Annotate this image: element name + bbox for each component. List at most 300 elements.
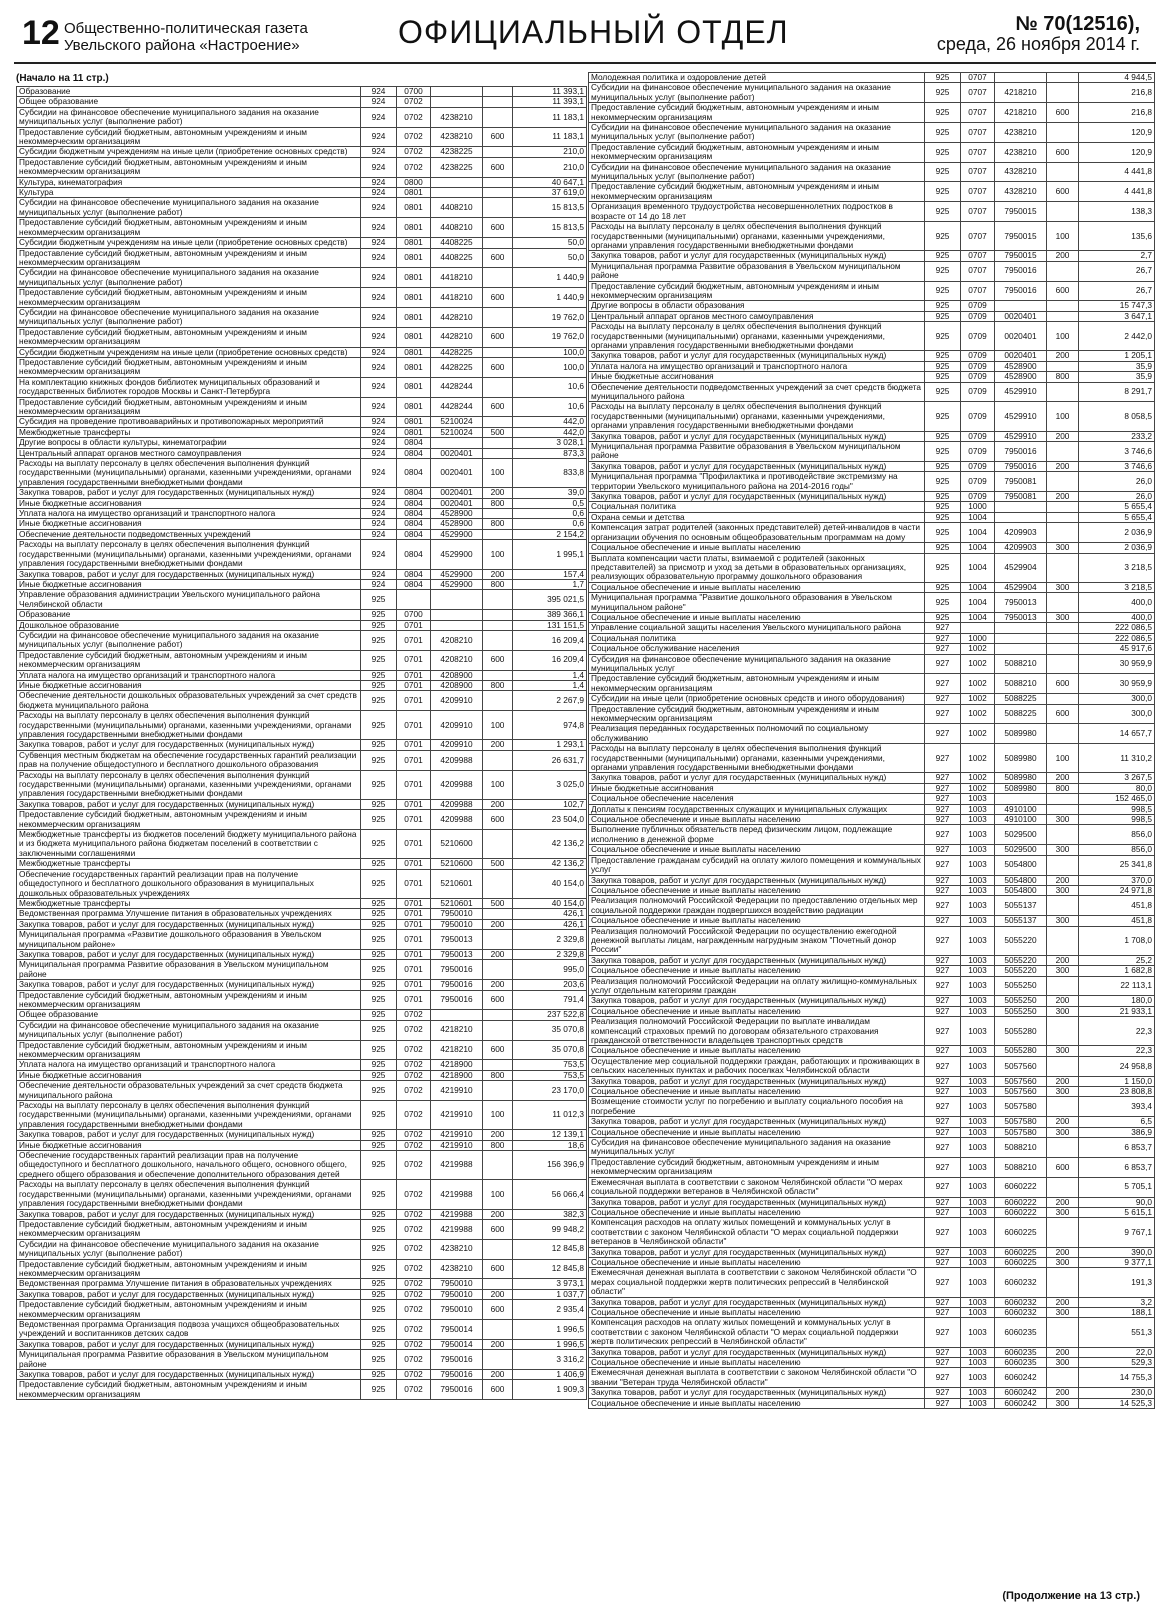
cell-vr: 600 [483,357,513,377]
cell-ved: 927 [925,955,961,965]
cell-csr: 4428210 [431,327,483,347]
table-row [589,633,1155,643]
cell-ved: 927 [925,1347,961,1357]
cell-rz: 0702 [397,1300,431,1320]
cell-csr [995,623,1047,633]
cell-sum: 451,8 [1079,916,1155,926]
cell-sum: 18,6 [513,1140,587,1150]
table-row [589,1117,1155,1127]
cell-name: Культура, кинематография [17,177,361,187]
cell-name: Закупка товаров, работ и услуг для государственных (муниципальных нужд) [589,251,925,261]
cell-sum: 10,6 [513,397,587,417]
cell-csr: 4218210 [995,83,1047,103]
table-row [589,162,1155,182]
right-column [588,72,1154,1409]
cell-csr [431,590,483,610]
budget-table-right [588,72,1155,1409]
cell-vr [483,377,513,397]
table-row [589,845,1155,855]
cell-csr: 7950010 [431,1300,483,1320]
table-row [17,519,587,529]
cell-sum: 45 917,6 [1079,644,1155,654]
cell-csr: 7950016 [431,1380,483,1400]
cell-csr: 6060222 [995,1197,1047,1207]
cell-vr [483,869,513,898]
cell-ved: 925 [361,1259,397,1279]
cell-ved: 925 [361,1350,397,1370]
table-row [589,966,1155,976]
cell-vr [1047,553,1079,582]
cell-csr: 7950016 [995,281,1047,301]
cell-ved: 925 [361,610,397,620]
table-row [589,123,1155,143]
cell-ved: 927 [925,875,961,885]
cell-ved: 925 [925,382,961,402]
table-row [589,322,1155,351]
cell-rz: 1003 [961,885,995,895]
cell-sum: 4 944,5 [1079,73,1155,83]
table-row [17,147,587,157]
cell-ved: 925 [361,1279,397,1289]
cell-rz: 1004 [961,512,995,522]
cell-ved: 925 [361,990,397,1010]
cell-sum: 1 682,8 [1079,966,1155,976]
cell-vr [1047,1056,1079,1076]
cell-sum: 3,2 [1079,1297,1155,1307]
cell-ved: 925 [361,930,397,950]
cell-name: Управление образования администрации Увельского муниципального района Челябинской области [17,590,361,610]
cell-vr: 600 [1047,704,1079,724]
cell-vr [483,438,513,448]
cell-ved: 925 [361,898,397,908]
cell-rz: 0801 [397,347,431,357]
cell-name: Предоставление субсидий бюджетным, автономным учреждениям и иным некоммерческим организациям [589,674,925,694]
cell-vr [1047,654,1079,674]
cell-vr: 600 [483,1300,513,1320]
header-rule [14,62,1156,64]
table-row [17,949,587,959]
cell-vr [1047,694,1079,704]
cell-vr [1047,926,1079,955]
cell-ved: 925 [925,442,961,462]
table-row [17,620,587,630]
cell-name: Предоставление субсидий бюджетным, автономным учреждениям и иным некоммерческим организациям [17,357,361,377]
cell-ved: 925 [361,1180,397,1209]
cell-sum: 35,9 [1079,372,1155,382]
cell-rz: 0707 [961,123,995,143]
cell-vr [483,590,513,610]
cell-sum: 426,1 [513,909,587,919]
cell-vr: 600 [483,1040,513,1060]
table-row [589,1097,1155,1117]
cell-vr: 800 [483,579,513,589]
cell-name: Социальное обслуживание населения [589,644,925,654]
cell-name: Социальное обеспечение и иные выплаты населению [589,612,925,622]
table-row [17,630,587,650]
cell-name: Расходы на выплату персоналу в целях обеспечения выполнения функций государственными (муниципальными) органами, казенными учреждениями, органами управления государственными внебюджетными фондами [17,540,361,569]
cell-sum: 1 909,3 [513,1380,587,1400]
cell-ved: 925 [361,590,397,610]
cell-sum: 382,3 [513,1209,587,1219]
cell-rz: 1002 [961,674,995,694]
cell-sum: 8 058,5 [1079,402,1155,431]
cell-vr: 600 [1047,281,1079,301]
cell-csr: 7950016 [995,461,1047,471]
cell-name: Субсидии бюджетным учреждениям на иные цели (приобретение основных средств) [17,347,361,357]
cell-rz: 0804 [397,519,431,529]
cell-vr [1047,472,1079,492]
cell-csr: 6060242 [995,1368,1047,1388]
cell-csr: 4218900 [431,1070,483,1080]
cell-sum: 2 036,9 [1079,543,1155,553]
cell-sum: 102,7 [513,799,587,809]
table-row [589,1017,1155,1046]
cell-ved: 925 [361,670,397,680]
cell-csr: 5088210 [995,1157,1047,1177]
cell-csr: 5055220 [995,955,1047,965]
table-row [589,674,1155,694]
cell-csr: 5055137 [995,916,1047,926]
cell-csr: 5055250 [995,976,1047,996]
cell-sum: 233,2 [1079,431,1155,441]
cell-vr [483,268,513,288]
cell-vr: 300 [1047,845,1079,855]
cell-rz: 0702 [397,1350,431,1370]
cell-sum: 12 139,1 [513,1130,587,1140]
cell-ved: 924 [361,448,397,458]
cell-csr: 5088210 [995,674,1047,694]
cell-name: Иные бюджетные ассигнования [17,680,361,690]
cell-sum: 42 136,2 [513,859,587,869]
cell-ved: 925 [925,301,961,311]
cell-name: Реализация полномочий Российской Федерации по предоставлению отдельных мер социальной поддержки граждан подвергшихся воздействию радиации [589,896,925,916]
cell-vr: 100 [483,1101,513,1130]
cell-name: Расходы на выплату персоналу в целях обеспечения выполнения функций государственными (муниципальными) органами, казенными учреждениями, органами управления государственными внебюджетными фондами [589,222,925,251]
cell-rz: 1003 [961,815,995,825]
cell-csr: 4238210 [431,1239,483,1259]
cell-ved: 925 [361,650,397,670]
cell-ved: 925 [361,960,397,980]
cell-ved: 925 [925,261,961,281]
cell-name: Субвенция местным бюджетам на обеспечение государственных гарантий реализации прав на получение общедоступного и бесплатного дошкольного образования [17,750,361,770]
table-row [589,724,1155,744]
cell-vr: 300 [1047,612,1079,622]
cell-csr: 7950010 [431,909,483,919]
cell-name: Расходы на выплату персоналу в целях обеспечения выполнения функций государственными (муниципальными) органами, казенными учреждениями, органами управления государственными внебюджетными фондами [17,459,361,488]
cell-vr [1047,382,1079,402]
cell-csr: 7950014 [431,1339,483,1349]
cell-name: Социальное обеспечение и иные выплаты населению [589,815,925,825]
cell-vr [483,1010,513,1020]
cell-name: Закупка товаров, работ и услуг для государственных (муниципальных нужд) [589,875,925,885]
cell-vr: 200 [483,1289,513,1299]
cell-ved: 925 [925,543,961,553]
cell-name: Субсидии на финансовое обеспечение муниципального задания на оказание муниципальных услуг (выполнение работ) [17,307,361,327]
cell-rz: 0707 [961,261,995,281]
cell-vr: 200 [1047,1297,1079,1307]
cell-name: Иные бюджетные ассигнования [589,372,925,382]
cell-sum: 3 025,0 [513,770,587,799]
cell-sum: 2 036,9 [1079,523,1155,543]
cell-ved: 927 [925,1076,961,1086]
cell-vr: 600 [483,327,513,347]
cell-ved: 927 [925,1006,961,1016]
cell-rz: 0701 [397,960,431,980]
cell-ved: 927 [925,1138,961,1158]
cell-ved: 925 [925,222,961,251]
cell-sum: 15 813,5 [513,218,587,238]
table-row [589,472,1155,492]
cell-csr: 0020401 [431,498,483,508]
cell-vr [483,529,513,539]
cell-sum: 974,8 [513,711,587,740]
cell-name: Предоставление субсидий бюджетным, автономным учреждениям и иным некоммерческим организациям [17,327,361,347]
cell-rz: 0804 [397,438,431,448]
cell-vr [483,1239,513,1259]
cell-csr: 4428244 [431,377,483,397]
cell-name: Муниципальная программа Развитие образования в Увельском муниципальном районе [589,442,925,462]
table-row [17,1140,587,1150]
cell-ved: 925 [925,431,961,441]
cell-ved: 925 [925,553,961,582]
cell-sum: 23 504,0 [513,810,587,830]
cell-name: Предоставление субсидий бюджетным, автономным учреждениям и иным некоммерческим организациям [17,1259,361,1279]
cell-rz: 1004 [961,612,995,622]
cell-csr: 4328210 [995,162,1047,182]
cell-rz: 0702 [397,1239,431,1259]
table-row [17,268,587,288]
cell-csr: 4529900 [431,579,483,589]
table-row [17,488,587,498]
cell-sum: 56 066,4 [513,1180,587,1209]
cell-vr [483,960,513,980]
cell-sum: 3 267,5 [1079,773,1155,783]
cell-rz: 0709 [961,402,995,431]
cell-rz: 0707 [961,182,995,202]
cell-vr [1047,1177,1079,1197]
table-row [589,1307,1155,1317]
table-row [17,898,587,908]
cell-name: Расходы на выплату персоналу в целях обеспечения выполнения функций государственными (муниципальными) органами, казенными учреждениями, органами управления государственными внебюджетными фондами [17,770,361,799]
cell-rz: 0702 [397,1180,431,1209]
cell-csr: 4208210 [431,650,483,670]
table-row [589,251,1155,261]
cell-name: Субсидия на проведение противоаварийных и противопожарных мероприятий [17,417,361,427]
cell-ved: 924 [361,218,397,238]
cell-name: Предоставление субсидий бюджетным, автономным учреждениям и иным некоммерческим организациям [17,288,361,308]
cell-sum: 120,9 [1079,123,1155,143]
cell-csr [431,1010,483,1020]
cell-ved: 925 [925,472,961,492]
cell-ved: 925 [925,322,961,351]
cell-sum: 2,7 [1079,251,1155,261]
cell-name: Муниципальная программа Развитие образования в Увельском муниципальном районе [17,960,361,980]
cell-vr: 800 [483,1070,513,1080]
cell-vr: 200 [1047,1388,1079,1398]
cell-ved: 924 [361,107,397,127]
cell-rz: 1003 [961,896,995,916]
table-row [17,248,587,268]
cell-csr: 5088225 [995,694,1047,704]
cell-csr: 7950016 [431,1350,483,1370]
cell-vr [1047,73,1079,83]
cell-ved: 924 [361,438,397,448]
cell-ved: 924 [361,288,397,308]
table-row [17,830,587,859]
cell-sum: 753,5 [513,1070,587,1080]
cell-ved: 924 [361,238,397,248]
cell-csr: 4219988 [431,1180,483,1209]
table-row [589,1347,1155,1357]
cell-name: Обеспечение деятельности подведомственных учреждений [17,529,361,539]
cell-csr: 5057580 [995,1097,1047,1117]
cell-rz: 0709 [961,431,995,441]
cell-name: Предоставление субсидий бюджетным, автономным учреждениям и иным некоммерческим организациям [17,248,361,268]
cell-vr: 300 [1047,1006,1079,1016]
table-row [589,1087,1155,1097]
cell-sum: 2 935,4 [513,1300,587,1320]
cell-sum: 30 959,9 [1079,654,1155,674]
cell-ved: 924 [361,569,397,579]
cell-vr [1047,1138,1079,1158]
cell-rz: 0701 [397,680,431,690]
cell-csr: 4209988 [431,750,483,770]
cell-name: Закупка товаров, работ и услуг для государственных (муниципальных нужд) [589,431,925,441]
cell-ved: 927 [925,1297,961,1307]
table-row [589,1297,1155,1307]
table-row [589,815,1155,825]
cell-ved: 924 [361,147,397,157]
newspaper-name [64,20,308,54]
cell-rz: 1003 [961,1177,995,1197]
cell-sum: 3 746,6 [1079,442,1155,462]
cell-sum: 25,2 [1079,955,1155,965]
cell-vr [1047,896,1079,916]
cell-name: Предоставление субсидий бюджетным, автономным учреждениям и иным некоммерческим организациям [17,1380,361,1400]
cell-vr [483,509,513,519]
cell-sum: 100,0 [513,357,587,377]
cell-name: Субсидии бюджетным учреждениям на иные цели (приобретение основных средств) [17,147,361,157]
cell-rz: 1003 [961,1388,995,1398]
table-row [17,610,587,620]
cell-csr: 4529910 [995,382,1047,402]
cell-csr: 5055250 [995,996,1047,1006]
cell-vr [1047,301,1079,311]
cell-csr: 4218210 [995,103,1047,123]
cell-ved: 925 [925,281,961,301]
cell-name: Другие вопросы в области культуры, кинематографии [17,438,361,448]
cell-sum: 37 619,0 [513,188,587,198]
cell-name: Субсидии бюджетным учреждениям на иные цели (приобретение основных средств) [17,238,361,248]
cell-sum: 26 631,7 [513,750,587,770]
cell-sum: 2 329,8 [513,930,587,950]
table-row [589,361,1155,371]
cell-rz: 0707 [961,83,995,103]
cell-csr: 5057580 [995,1117,1047,1127]
cell-vr [483,238,513,248]
cell-sum: 23 170,0 [513,1081,587,1101]
table-row [589,1056,1155,1076]
cell-sum: 237 522,8 [513,1010,587,1020]
table-row [589,311,1155,321]
cell-rz: 1003 [961,1127,995,1137]
table-row [589,301,1155,311]
cell-name: Расходы на выплату персоналу в целях обеспечения выполнения функций государственными (муниципальными) органами, казенными учреждениями, органами управления государственными внебюджетными фондами [17,711,361,740]
table-row [589,1257,1155,1267]
cell-sum: 389 366,1 [513,610,587,620]
cell-name: Социальное обеспечение и иные выплаты населению [589,1307,925,1317]
table-row [589,1358,1155,1368]
cell-vr [483,909,513,919]
cell-ved: 925 [361,1130,397,1140]
cell-name: Закупка товаров, работ и услуг для государственных (муниципальных нужд) [17,1289,361,1299]
cell-vr: 600 [1047,1157,1079,1177]
cell-rz: 0702 [397,1070,431,1080]
cell-sum: 6 853,7 [1079,1138,1155,1158]
cell-rz: 0709 [961,442,995,462]
cell-csr: 4219910 [431,1130,483,1140]
cell-rz: 1000 [961,502,995,512]
cell-csr: 5089980 [995,773,1047,783]
cell-vr: 500 [483,898,513,908]
table-row [17,691,587,711]
table-row [589,1268,1155,1297]
cell-vr: 100 [483,459,513,488]
cell-sum: 152 465,0 [1079,794,1155,804]
cell-vr: 100 [1047,744,1079,773]
cell-rz: 0801 [397,417,431,427]
cell-rz: 1003 [961,1318,995,1347]
cell-vr: 200 [1047,251,1079,261]
cell-ved: 925 [925,202,961,222]
cell-csr: 4238210 [431,107,483,127]
cell-sum: 5 615,1 [1079,1207,1155,1217]
table-row [17,307,587,327]
cell-sum: 833,8 [513,459,587,488]
cell-vr [1047,202,1079,222]
cell-name: Ведомственная программа Организация подвоза учащихся общеобразовательных учреждений и воспитанников детских садов [17,1319,361,1339]
table-row [17,87,587,97]
cell-name: Уплата налога на имущество организаций и транспортного налога [17,1060,361,1070]
cell-ved: 924 [361,177,397,187]
cell-vr: 500 [483,859,513,869]
cell-rz: 0702 [397,1081,431,1101]
cell-rz: 0701 [397,810,431,830]
cell-name: Закупка товаров, работ и услуг для государственных (муниципальных нужд) [17,949,361,959]
cell-csr: 4528900 [995,361,1047,371]
cell-sum: 300,0 [1079,704,1155,724]
table-row [589,142,1155,162]
cell-sum: 30 959,9 [1079,674,1155,694]
cell-name: Закупка товаров, работ и услуг для государственных (муниципальных нужд) [589,773,925,783]
cell-ved: 927 [925,1398,961,1408]
table-row [17,740,587,750]
cell-csr: 6060225 [995,1247,1047,1257]
cell-rz: 0801 [397,238,431,248]
cell-ved: 924 [361,198,397,218]
cell-vr [483,1020,513,1040]
cell-ved: 927 [925,1177,961,1197]
cell-name: Социальное обеспечение и иные выплаты населению [589,1257,925,1267]
cell-csr: 4408210 [431,218,483,238]
cell-vr: 200 [483,980,513,990]
cell-name: Другие вопросы в области образования [589,301,925,311]
cell-sum: 180,0 [1079,996,1155,1006]
cell-rz: 0701 [397,980,431,990]
cell-csr: 7950016 [431,960,483,980]
cell-ved: 925 [361,770,397,799]
cell-rz: 0804 [397,488,431,498]
